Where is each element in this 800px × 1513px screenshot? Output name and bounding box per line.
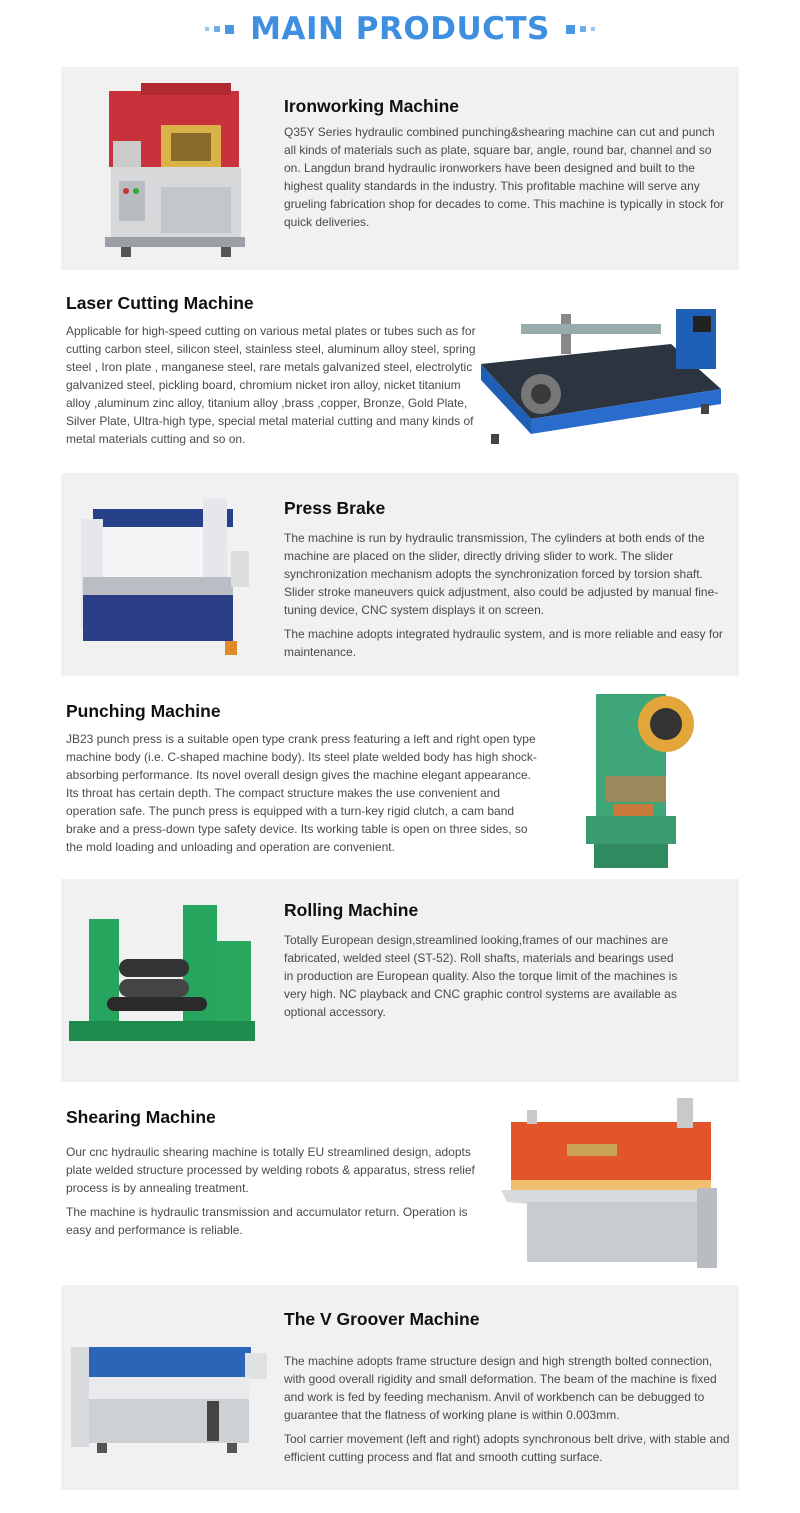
product-title: Shearing Machine	[66, 1107, 216, 1127]
page-title: MAIN PRODUCTS	[250, 11, 550, 47]
v-groover-image	[67, 1339, 273, 1457]
punch-press-image	[566, 686, 706, 874]
header-dots-right	[566, 25, 595, 34]
product-title: The V Groover Machine	[284, 1309, 480, 1329]
product-card-v-groover	[61, 1285, 739, 1490]
shearing-machine-image	[497, 1092, 721, 1278]
ironworker-machine-image	[101, 81, 251, 259]
press-brake-image	[73, 491, 253, 659]
product-card-shearing	[61, 1082, 739, 1285]
product-description: JB23 punch press is a suitable open type crank press featuring a left and right open type machine body (i.e. C-shaped machine body). Its steel plate welded body has high shock-absorbing performance. Its novel overall design gives the machine elegant appearance. Its throat has certain depth. The compact structure makes the use convenient and operation safe. The punch press is equipped with a turn-key rigid clutch, a cam band brake and a press-down type safety device. Its working table is open on three sides, so the mold loading and unloading and operation are convenient.	[66, 732, 537, 854]
product-title: Rolling Machine	[284, 900, 419, 920]
product-description: The machine is run by hydraulic transmission, The cylinders at both ends of the machine are placed on the slider, directly driving slider to work. The slider synchronization mechanism adopts the synchronization forced by torsion shaft. Slider stroke maneuvers quick adjustment, also could be adjusted by manual fine-tuning device, CNC system displays it on screen. The machine adopts integrated hydraulic system, and is more reliable and easy for maintenance.	[284, 531, 723, 659]
product-card-ironworking	[61, 67, 739, 270]
product-title: Press Brake	[284, 498, 386, 518]
product-card-laser-cutting	[61, 270, 739, 473]
product-description: The machine adopts frame structure design and high strength bolted connection, with good overall rigidity and small deformation. The beam of the machine is fixed and work is fed by feeding mechanism. Anvil of workbench can be debugged to guarantee that the flatness of working plane is within 0.003mm. Tool carrier movement (left and right) adopts synchronous belt drive, with stable and efficient cutting process and flat and smooth cutting surface.	[284, 1354, 730, 1464]
product-description: Totally European design,streamlined looking,frames of our machines are fabricated, welded steel (ST-52). Roll shafts, materials and bearings used in production are European quality. Also the torque limit of the machines is very high. NC playback and CNC graphic control systems are available as optional accessory.	[284, 933, 678, 1019]
product-description: Applicable for high-speed cutting on various metal plates or tubes such as for cutting carbon steel, silicon steel, stainless steel, aluminum alloy steel, spring steel , Iron plate , manganese steel, rare metals galvanized steel, electrolytic galvanized steel, pickling board, chromium nicket iron alloy, nicket titanium alloy ,aluminum zinc alloy, titanium alloy ,brass ,copper, Bronze, Gold Plate, Silver Plate, Ultra-high type, special metal material cutting and many kinds of metal materials cutting and so on.	[66, 324, 476, 446]
rolling-machine-image	[65, 901, 259, 1049]
laser-cutter-image	[471, 294, 741, 460]
product-card-rolling	[61, 879, 739, 1082]
product-card-punching	[61, 676, 739, 879]
product-title: Punching Machine	[66, 701, 221, 721]
product-title: Laser Cutting Machine	[66, 293, 254, 313]
product-card-press-brake	[61, 473, 739, 676]
product-title: Ironworking Machine	[284, 96, 460, 116]
header-dots-left	[205, 25, 234, 34]
product-description: Q35Y Series hydraulic combined punching&shearing machine can cut and punch all kinds of materials such as plate, square bar, angle, round bar, channel and so on. Langdun brand hydraulic ironworkers have been designed and built to the highest quality standards in the industry. This profitable machine will serve any grueling fabrication shop for decades to come. This machine is typically in stock for quick deliveries.	[284, 125, 724, 229]
product-description: Our cnc hydraulic shearing machine is totally EU streamlined design, adopts plate welded structure processed by welding robots & apparatus, stress relief process is by annealing treatment. The machine is hydraulic transmission and accumulator return. Operation is easy and performance is reliable.	[66, 1145, 475, 1237]
section-header	[0, 0, 800, 58]
